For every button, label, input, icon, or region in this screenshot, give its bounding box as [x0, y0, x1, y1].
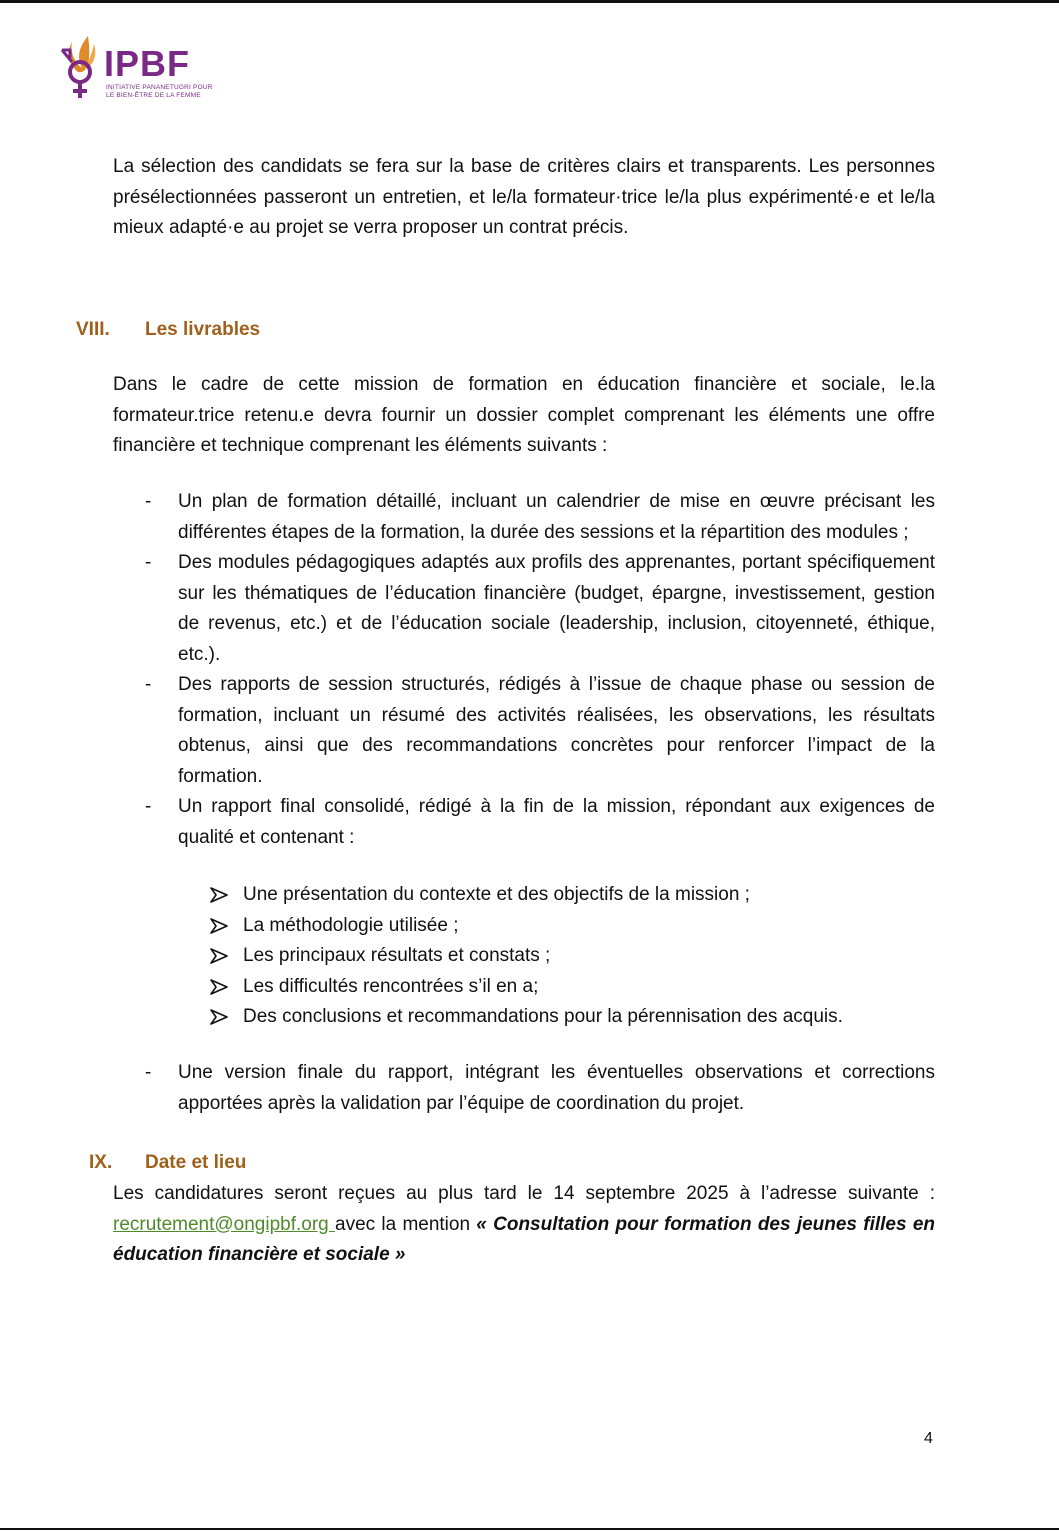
list-item — [210, 941, 910, 972]
venus-flame-logo-icon — [58, 34, 106, 100]
list-item — [210, 972, 910, 1003]
selection-paragraph: La sélection des candidats se fera sur la base de critères clairs et transparents. Les personnes présélectionnées passeront un entretien, et le/la formateur·trice le/la plus expérimenté·e et le/la mieux adapté·e au projet se verra proposer un contrat précis. — [113, 156, 935, 238]
list-item — [210, 1002, 910, 1033]
list-item — [145, 1058, 935, 1119]
arrow-bullet-icon — [210, 979, 228, 995]
deliverable-text: Une version finale du rapport, intégrant les éventuelles observations et corrections apportées après la validation par l’équipe de coordination du projet. — [178, 1062, 935, 1114]
dash-bullet: - — [145, 1062, 152, 1083]
list-item — [145, 792, 935, 853]
page-number: 4 — [924, 1430, 933, 1447]
section-ix-heading — [0, 1149, 400, 1177]
arrow-bullet-icon — [210, 918, 228, 934]
section-viii-heading — [0, 316, 400, 344]
deliverable-text: Des rapports de session structurés, rédigés à l’issue de chaque phase ou session de formation, incluant un résumé des activités réalisées, les observations, les résultats obtenus, ainsi que des recommandations concrètes pour renforcer l’impact de la formation. — [178, 674, 935, 787]
list-item — [145, 670, 935, 792]
application-text: Les candidatures seront reçues au plus tard le 14 septembre 2025 à l’adresse suivante : — [113, 1183, 935, 1204]
deliverable-text: Des modules pédagogiques adaptés aux profils des apprenantes, portant spécifiquement sur les thématiques de l’éducation financière (budget, épargne, investissement, gestion de revenus, etc.) et de l’éducation sociale (leadership, inclusion, citoyenneté, éthique, etc.). — [178, 552, 935, 665]
dash-bullet: - — [145, 491, 152, 512]
consultation-mention: « Consultation pour formation des jeunes filles en éducation financière et sociale » — [113, 1213, 935, 1265]
deliverable-text: Un rapport final consolidé, rédigé à la fin de la mission, répondant aux exigences de qualité et contenant : — [178, 796, 935, 848]
email-link[interactable]: recrutement@ongipbf.org — [113, 1213, 335, 1235]
dash-bullet: - — [145, 796, 152, 817]
list-item — [145, 548, 935, 670]
dash-bullet: - — [145, 674, 152, 695]
logo-tagline-line-2: LE BIEN-ÊTRE DE LA FEMME — [106, 92, 201, 99]
section-title: Les livrables — [145, 319, 261, 340]
logo-wordmark: IPBF — [104, 43, 191, 84]
report-content-text: Une présentation du contexte et des objectifs de la mission ; — [243, 884, 750, 905]
report-content-text: La méthodologie utilisée ; — [243, 914, 459, 936]
logo-tagline — [106, 84, 213, 100]
deliverable-text: Un plan de formation détaillé, incluant un calendrier de mise en œuvre précisant les différentes étapes de la formation, la durée des sessions et la répartition des modules ; — [178, 491, 935, 543]
report-content-text: Les difficultés rencontrées s’il en a; — [243, 975, 539, 997]
section-number: IX. — [89, 1152, 113, 1173]
bottom-border — [0, 1528, 1059, 1530]
deliverables-intro-paragraph: Dans le cadre de cette mission de formation en éducation financière et sociale, le.la formateur.trice retenu.e devra fournir un dossier complet comprenant les éléments une offre financière et technique comprenant les éléments suivants : — [113, 374, 935, 456]
final-report-contents-list — [210, 880, 910, 1033]
list-item — [210, 880, 910, 911]
ipbf-logo — [58, 34, 218, 100]
section-title: Date et lieu — [145, 1152, 247, 1173]
report-content-text: Des conclusions et recommandations pour la pérennisation des acquis. — [243, 1006, 843, 1027]
mention-text: avec la mention — [335, 1213, 477, 1235]
arrow-bullet-icon — [210, 887, 228, 903]
top-border — [0, 0, 1059, 3]
logo-tagline-line-1: INITIATIVE PANANETUGRI POUR — [106, 84, 213, 91]
list-item — [210, 911, 910, 942]
report-content-text: Les principaux résultats et constats ; — [243, 945, 551, 966]
deliverables-list — [145, 487, 935, 853]
application-paragraph — [113, 1179, 935, 1271]
final-deliverable-list — [145, 1058, 935, 1119]
section-number: VIII. — [76, 319, 110, 340]
arrow-bullet-icon — [210, 948, 228, 964]
list-item — [145, 487, 935, 548]
dash-bullet: - — [145, 552, 152, 573]
arrow-bullet-icon — [210, 1009, 228, 1025]
